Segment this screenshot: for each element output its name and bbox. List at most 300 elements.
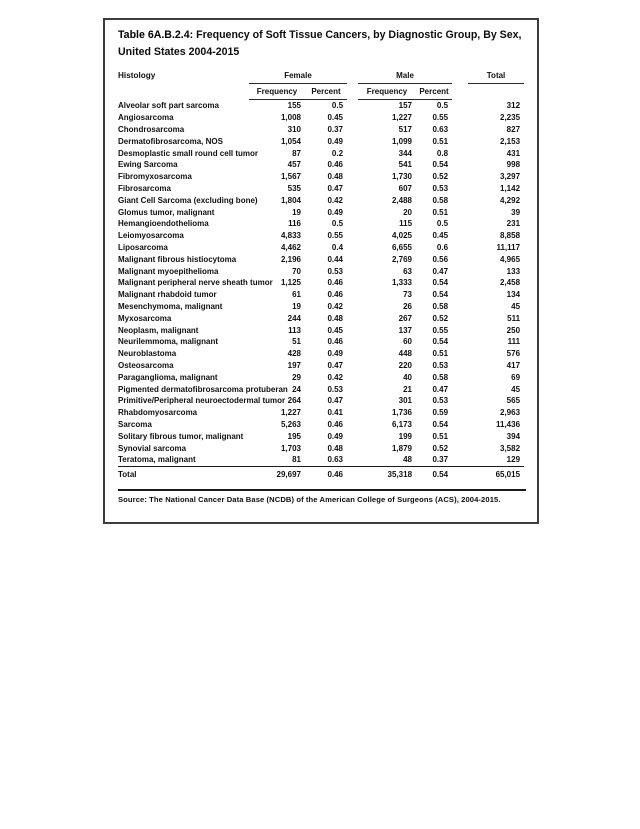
cell-spacer <box>347 135 358 147</box>
cell-total: 3,582 <box>500 443 521 453</box>
table-row <box>118 348 524 360</box>
table-panel <box>103 18 539 524</box>
table-row <box>118 194 524 206</box>
cell-female-frequency: 310 <box>287 124 301 134</box>
cell-female-percent: 0.45 <box>327 325 344 335</box>
cell-female-frequency: 87 <box>292 148 301 158</box>
cell-male-frequency: 199 <box>398 431 413 441</box>
cell-total: 4,292 <box>500 195 521 205</box>
cell-spacer <box>452 301 468 313</box>
cell-male-percent: 0.51 <box>432 136 449 146</box>
cell-male-frequency: 40 <box>403 372 413 382</box>
cell-spacer <box>347 159 358 171</box>
header-spacer <box>347 70 358 84</box>
cell-female-percent: 0.46 <box>327 290 344 300</box>
cell-total-total: 65,015 <box>468 466 524 483</box>
cell-female-percent: 0.46 <box>327 337 344 347</box>
cell-female-frequency: 195 <box>287 431 301 441</box>
table-body <box>118 100 524 467</box>
cell-female-frequency: 24 <box>292 384 301 394</box>
cell-histology: Neurilemmoma, malignant <box>118 337 219 347</box>
column-header-male-percent: Percent <box>416 84 452 100</box>
table-row <box>118 112 524 124</box>
cell-histology: Mesenchymoma, malignant <box>118 301 223 311</box>
cell-spacer <box>347 442 358 454</box>
cell-male-frequency: 541 <box>398 160 413 170</box>
cell-female-frequency: 244 <box>287 313 301 323</box>
cell-male-frequency: 26 <box>403 301 413 311</box>
cell-spacer <box>347 218 358 230</box>
cell-spacer <box>347 289 358 301</box>
cell-female-frequency: 116 <box>288 219 301 229</box>
cell-male-percent: 0.58 <box>432 301 449 311</box>
cell-spacer <box>347 171 358 183</box>
table-row <box>118 336 524 348</box>
table-row <box>118 454 524 466</box>
cell-male-percent: 0.6 <box>436 242 449 252</box>
cell-spacer <box>452 454 468 466</box>
cell-female-frequency: 2,196 <box>280 254 301 264</box>
cell-total: 565 <box>506 396 521 406</box>
cell-total: 827 <box>506 124 521 134</box>
cell-total: 39 <box>511 207 521 217</box>
table-number: Table 6A.B.2.4: <box>118 29 194 41</box>
cell-female-percent: 0.47 <box>327 396 344 406</box>
cell-male-percent: 0.56 <box>432 254 449 264</box>
cell-female-percent: 0.49 <box>327 349 344 359</box>
cell-spacer <box>452 265 468 277</box>
cell-female-frequency: 4,833 <box>280 231 301 241</box>
cell-spacer <box>347 336 358 348</box>
cell-total: 2,153 <box>500 136 521 146</box>
cell-total: 417 <box>506 360 521 370</box>
cell-spacer <box>452 312 468 324</box>
cell-male-percent: 0.54 <box>432 278 449 288</box>
cell-male-frequency: 157 <box>398 101 413 111</box>
cell-male-percent: 0.51 <box>432 431 449 441</box>
cell-male-percent: 0.53 <box>432 183 449 193</box>
cell-female-frequency: 1,804 <box>280 195 301 205</box>
cell-male-frequency: 607 <box>398 183 413 193</box>
cell-histology: Myxosarcoma <box>118 313 172 323</box>
cell-spacer <box>347 147 358 159</box>
cell-female-frequency: 457 <box>287 160 301 170</box>
table-row <box>118 230 524 242</box>
header-spacer <box>468 84 524 100</box>
cell-female-frequency: 1,054 <box>280 136 301 146</box>
cell-histology: Rhabdomyosarcoma <box>118 408 198 418</box>
cell-male-percent: 0.52 <box>432 313 449 323</box>
cell-spacer <box>452 277 468 289</box>
cell-spacer <box>347 324 358 336</box>
cell-female-frequency: 4,462 <box>280 242 301 252</box>
table-row <box>118 242 524 254</box>
cell-male-frequency: 301 <box>398 396 413 406</box>
cell-total-female-percent: 0.46 <box>305 466 347 483</box>
cell-female-frequency: 113 <box>288 325 301 335</box>
cell-histology: Chondrosarcoma <box>118 124 185 134</box>
cell-total: 1,142 <box>500 183 521 193</box>
cell-spacer <box>452 171 468 183</box>
group-header-row <box>118 70 524 84</box>
cell-spacer <box>452 159 468 171</box>
cell-male-frequency: 6,173 <box>391 419 413 429</box>
total-row <box>118 466 524 483</box>
cell-female-percent: 0.46 <box>327 419 344 429</box>
cell-female-frequency: 29 <box>292 372 301 382</box>
cell-male-frequency: 21 <box>403 384 413 394</box>
cell-female-percent: 0.46 <box>327 278 344 288</box>
cell-spacer <box>452 218 468 230</box>
cell-male-percent: 0.58 <box>432 372 449 382</box>
cell-histology: Liposarcoma <box>118 242 168 252</box>
cell-female-percent: 0.5 <box>331 219 344 229</box>
cell-total: 231 <box>506 219 521 229</box>
table-row <box>118 124 524 136</box>
cell-male-frequency: 1,730 <box>391 172 413 182</box>
cell-female-frequency: 1,008 <box>280 113 301 123</box>
cell-spacer <box>452 135 468 147</box>
cell-male-frequency: 267 <box>398 313 413 323</box>
table-row <box>118 371 524 383</box>
cell-male-frequency: 517 <box>398 124 413 134</box>
cell-male-percent: 0.51 <box>432 207 449 217</box>
cell-histology: Pigmented dermatofibrosarcoma protuberan <box>118 384 288 394</box>
cell-total: 2,458 <box>500 278 521 288</box>
cell-spacer <box>452 194 468 206</box>
table-row <box>118 183 524 195</box>
cell-female-percent: 0.47 <box>327 360 344 370</box>
cell-female-percent: 0.53 <box>327 266 344 276</box>
cell-spacer <box>452 430 468 442</box>
cell-total: 69 <box>511 372 521 382</box>
cell-total: 111 <box>507 337 521 347</box>
cell-male-percent: 0.37 <box>432 455 449 465</box>
cell-histology: Ewing Sarcoma <box>118 160 178 170</box>
table-row <box>118 277 524 289</box>
table-row <box>118 289 524 301</box>
cell-total: 11,117 <box>496 242 521 252</box>
cell-spacer <box>452 183 468 195</box>
cell-total: 45 <box>511 384 521 394</box>
cell-male-percent: 0.59 <box>432 408 449 418</box>
cell-spacer <box>452 383 468 395</box>
cell-spacer <box>452 348 468 360</box>
cell-female-percent: 0.37 <box>327 124 344 134</box>
header-spacer <box>452 84 468 100</box>
cell-male-percent: 0.54 <box>432 160 449 170</box>
cell-male-frequency: 63 <box>403 266 413 276</box>
table-row <box>118 430 524 442</box>
cell-female-frequency: 264 <box>287 396 301 406</box>
cell-spacer <box>452 112 468 124</box>
cell-female-percent: 0.63 <box>327 455 344 465</box>
cell-total: 3,297 <box>500 172 521 182</box>
cell-male-frequency: 1,227 <box>391 113 413 123</box>
cell-total-female-frequency: 29,697 <box>249 466 305 483</box>
cell-female-percent: 0.46 <box>327 160 344 170</box>
cell-spacer <box>347 348 358 360</box>
table-row <box>118 100 524 112</box>
cell-spacer <box>347 407 358 419</box>
cell-male-percent: 0.5 <box>436 101 449 111</box>
cell-spacer <box>452 124 468 136</box>
cell-spacer <box>452 324 468 336</box>
cell-male-frequency: 1,736 <box>391 408 413 418</box>
cell-male-percent: 0.47 <box>432 266 449 276</box>
cell-male-frequency: 48 <box>403 455 413 465</box>
cell-female-percent: 0.49 <box>327 207 344 217</box>
cell-female-percent: 0.49 <box>327 431 344 441</box>
table-row <box>118 383 524 395</box>
cell-spacer <box>452 336 468 348</box>
cell-histology: Hemangioendothelioma <box>118 219 209 229</box>
cell-total: 11,436 <box>496 419 521 429</box>
cell-spacer <box>452 466 468 483</box>
cell-histology: Neuroblastoma <box>118 349 177 359</box>
cell-male-frequency: 4,025 <box>391 231 413 241</box>
cell-histology: Glomus tumor, malignant <box>118 207 215 217</box>
cell-histology: Desmoplastic small round cell tumor <box>118 148 259 158</box>
table-row <box>118 419 524 431</box>
cell-total: 312 <box>506 101 521 111</box>
cell-total: 8,858 <box>500 231 521 241</box>
cell-spacer <box>347 371 358 383</box>
cell-spacer <box>347 383 358 395</box>
cell-male-frequency: 344 <box>398 148 413 158</box>
cell-female-percent: 0.2 <box>331 148 344 158</box>
cell-female-frequency: 19 <box>292 207 301 217</box>
cell-spacer <box>347 265 358 277</box>
cell-total-male-percent: 0.54 <box>416 466 452 483</box>
cell-male-frequency: 20 <box>403 207 413 217</box>
cell-female-frequency: 61 <box>292 290 301 300</box>
cell-female-frequency: 535 <box>287 183 301 193</box>
cell-histology: Malignant rhabdoid tumor <box>118 290 217 300</box>
cell-histology: Giant Cell Sarcoma (excluding bone) <box>118 195 258 205</box>
table-row <box>118 159 524 171</box>
cell-female-percent: 0.5 <box>331 101 344 111</box>
cell-female-frequency: 1,567 <box>280 172 301 182</box>
cell-spacer <box>347 419 358 431</box>
table-row <box>118 312 524 324</box>
cell-male-frequency: 6,655 <box>391 242 413 252</box>
cell-spacer <box>452 289 468 301</box>
cell-spacer <box>347 360 358 372</box>
cell-spacer <box>452 395 468 407</box>
cell-male-percent: 0.8 <box>436 148 449 158</box>
cell-spacer <box>347 301 358 313</box>
cell-histology: Fibrosarcoma <box>118 183 171 193</box>
cell-total: 431 <box>506 148 521 158</box>
cell-histology: Primitive/Peripheral neuroectodermal tumor <box>118 396 286 406</box>
cell-female-frequency: 70 <box>292 266 301 276</box>
cell-spacer <box>347 206 358 218</box>
cell-spacer <box>452 100 468 112</box>
table-title-line2: United States 2004-2015 <box>118 45 240 58</box>
cell-spacer <box>452 230 468 242</box>
cell-spacer <box>347 194 358 206</box>
cell-histology: Malignant fibrous histiocytoma <box>118 254 237 264</box>
table-row <box>118 218 524 230</box>
column-header-female-frequency: Frequency <box>249 84 305 100</box>
cell-female-percent: 0.53 <box>327 384 344 394</box>
cell-female-frequency: 5,263 <box>280 419 301 429</box>
cell-total: 394 <box>506 431 521 441</box>
cell-spacer <box>347 253 358 265</box>
table-row <box>118 360 524 372</box>
cell-female-percent: 0.45 <box>327 113 344 123</box>
cell-histology: Malignant myoepithelioma <box>118 266 219 276</box>
cell-male-percent: 0.54 <box>432 290 449 300</box>
cell-female-frequency: 1,125 <box>280 278 301 288</box>
frequency-table <box>118 70 524 483</box>
cell-spacer <box>347 183 358 195</box>
table-header <box>118 70 524 100</box>
cell-female-percent: 0.4 <box>331 242 344 252</box>
table-row <box>118 171 524 183</box>
cell-female-percent: 0.47 <box>327 183 344 193</box>
cell-spacer <box>347 124 358 136</box>
cell-female-frequency: 1,227 <box>280 408 301 418</box>
table-row <box>118 253 524 265</box>
cell-spacer <box>452 419 468 431</box>
table-title-text: Frequency of Soft Tissue Cancers, by Diagnostic Group, By Sex, <box>196 29 522 41</box>
cell-spacer <box>452 371 468 383</box>
cell-total: 250 <box>506 325 521 335</box>
cell-male-percent: 0.55 <box>432 325 449 335</box>
column-header-histology: Histology <box>118 71 156 80</box>
footer-divider <box>118 489 526 492</box>
cell-histology: Dermatofibrosarcoma, NOS <box>118 136 223 146</box>
cell-male-percent: 0.51 <box>432 349 449 359</box>
cell-total: 998 <box>506 160 521 170</box>
cell-total: 576 <box>506 349 521 359</box>
cell-histology: Osteosarcoma <box>118 360 174 370</box>
cell-spacer <box>347 230 358 242</box>
cell-histology: Neoplasm, malignant <box>118 325 199 335</box>
header-spacer <box>347 84 358 100</box>
cell-total: 129 <box>506 455 521 465</box>
cell-male-percent: 0.47 <box>432 384 449 394</box>
cell-female-percent: 0.42 <box>327 372 344 382</box>
table-row <box>118 407 524 419</box>
cell-histology: Solitary fibrous tumor, malignant <box>118 431 244 441</box>
cell-male-frequency: 1,099 <box>391 136 413 146</box>
cell-female-frequency: 197 <box>287 360 301 370</box>
cell-male-percent: 0.54 <box>432 337 449 347</box>
cell-female-percent: 0.42 <box>327 195 344 205</box>
cell-male-percent: 0.55 <box>432 113 449 123</box>
cell-female-frequency: 81 <box>292 455 301 465</box>
cell-spacer <box>347 395 358 407</box>
cell-female-percent: 0.42 <box>327 301 344 311</box>
cell-histology: Angiosarcoma <box>118 113 174 123</box>
cell-male-frequency: 73 <box>403 290 413 300</box>
cell-female-frequency: 19 <box>292 301 301 311</box>
table-row <box>118 395 524 407</box>
table-title <box>118 27 524 60</box>
cell-spacer <box>347 454 358 466</box>
cell-total: 45 <box>511 301 521 311</box>
cell-spacer <box>452 253 468 265</box>
cell-female-percent: 0.44 <box>327 254 344 264</box>
cell-total: 2,235 <box>500 113 521 123</box>
group-header-male: Male <box>358 70 452 84</box>
cell-spacer <box>452 206 468 218</box>
group-header-female: Female <box>249 70 347 84</box>
group-header-total: Total <box>468 70 524 84</box>
cell-total-label: Total <box>118 466 249 483</box>
table-row <box>118 147 524 159</box>
cell-total: 511 <box>507 313 521 323</box>
cell-spacer <box>347 242 358 254</box>
cell-total: 133 <box>506 266 521 276</box>
cell-male-frequency: 60 <box>403 337 413 347</box>
cell-histology: Teratoma, malignant <box>118 455 196 465</box>
cell-spacer <box>452 442 468 454</box>
cell-male-frequency: 1,879 <box>391 443 413 453</box>
cell-histology: Malignant peripheral nerve sheath tumor <box>118 278 273 288</box>
table-row <box>118 301 524 313</box>
cell-male-frequency: 2,769 <box>391 254 413 264</box>
cell-male-frequency: 115 <box>399 219 413 229</box>
cell-male-percent: 0.53 <box>432 360 449 370</box>
table-row <box>118 442 524 454</box>
cell-female-percent: 0.49 <box>327 136 344 146</box>
cell-female-percent: 0.55 <box>327 231 344 241</box>
cell-histology: Leiomyosarcoma <box>118 231 184 241</box>
cell-total-male-frequency: 35,318 <box>358 466 416 483</box>
source-note: Source: The National Cancer Data Base (NCDB) of the American College of Surgeons (ACS), 2004-2015. <box>118 495 501 505</box>
cell-spacer <box>347 466 358 483</box>
cell-female-frequency: 1,703 <box>280 443 301 453</box>
cell-spacer <box>347 277 358 289</box>
cell-female-percent: 0.48 <box>327 172 344 182</box>
cell-female-frequency: 155 <box>287 101 301 111</box>
cell-male-frequency: 2,488 <box>391 195 413 205</box>
table-row <box>118 135 524 147</box>
cell-female-frequency: 51 <box>292 337 301 347</box>
cell-male-percent: 0.58 <box>432 195 449 205</box>
cell-total: 134 <box>506 290 521 300</box>
cell-spacer <box>452 242 468 254</box>
cell-male-percent: 0.52 <box>432 443 449 453</box>
cell-female-percent: 0.48 <box>327 443 344 453</box>
table-row <box>118 324 524 336</box>
cell-female-percent: 0.48 <box>327 313 344 323</box>
table-row <box>118 265 524 277</box>
cell-spacer <box>347 112 358 124</box>
cell-histology: Fibromyxosarcoma <box>118 172 192 182</box>
cell-histology: Synovial sarcoma <box>118 443 187 453</box>
cell-male-frequency: 220 <box>398 360 413 370</box>
cell-spacer <box>452 360 468 372</box>
cell-male-frequency: 1,333 <box>391 278 413 288</box>
cell-male-percent: 0.45 <box>432 231 449 241</box>
column-header-male-frequency: Frequency <box>358 84 416 100</box>
cell-spacer <box>347 312 358 324</box>
cell-female-percent: 0.41 <box>327 408 344 418</box>
cell-histology: Sarcoma <box>118 419 152 429</box>
cell-male-percent: 0.63 <box>432 124 449 134</box>
cell-male-frequency: 137 <box>398 325 413 335</box>
cell-spacer <box>452 407 468 419</box>
cell-spacer <box>452 147 468 159</box>
cell-total: 2,963 <box>500 408 521 418</box>
cell-male-percent: 0.53 <box>432 396 449 406</box>
cell-spacer <box>347 100 358 112</box>
